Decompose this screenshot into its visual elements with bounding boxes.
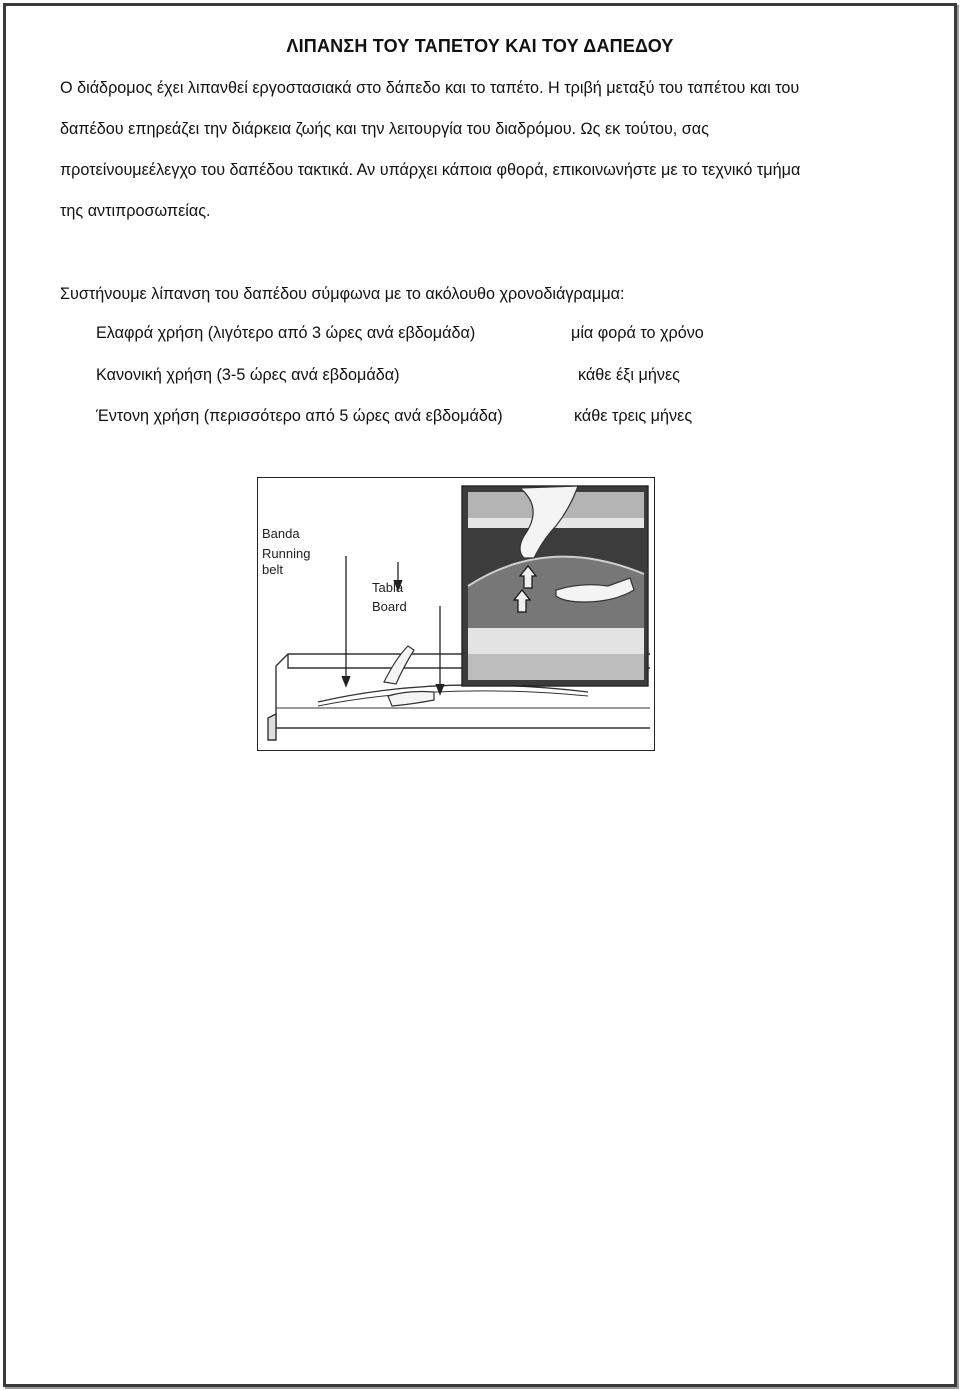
label-board: Board bbox=[372, 599, 407, 614]
intro-line: της αντιπροσωπείας. bbox=[60, 202, 211, 220]
intro-line: προτείνουμεέλεγχο του δαπέδου τακτικά. Αν υπάρχει κάποια φθορά, επικοινωνήστε με το τεχνικό τμήμα bbox=[60, 161, 801, 179]
intro-line: δαπέδου επηρεάζει την διάρκεια ζωής και την λειτουργία του διαδρόμου. Ως εκ τούτου, σας bbox=[60, 120, 709, 138]
schedule-intro bbox=[60, 274, 910, 315]
hands-side-view bbox=[384, 646, 434, 706]
lubrication-illustration bbox=[258, 478, 654, 750]
schedule-usage-light: Ελαφρά χρήση (λιγότερο από 3 ώρες ανά εβδομάδα) bbox=[96, 324, 476, 342]
label-belt: belt bbox=[262, 562, 283, 577]
zoomed-inset bbox=[462, 486, 648, 686]
label-running: Running bbox=[262, 546, 311, 561]
label-tabla: Tabla bbox=[372, 580, 404, 595]
schedule-frequency-heavy: κάθε τρεις μήνες bbox=[574, 407, 693, 425]
schedule-frequency-light: μία φορά το χρόνο bbox=[571, 324, 704, 342]
intro-line: Ο διάδρομος έχει λιπανθεί εργοστασιακά στο δάπεδο και το ταπέτο. Η τριβή μεταξύ του ταπέτου και του bbox=[60, 79, 800, 97]
intro-paragraph bbox=[60, 68, 910, 232]
schedule-frequency-normal: κάθε έξι μήνες bbox=[578, 366, 680, 384]
lubrication-figure bbox=[257, 477, 655, 751]
page-title: ΛΙΠΑΝΣΗ ΤΟΥ ΤΑΠΕΤΟΥ ΚΑΙ ΤΟΥ ΔΑΠΕΔΟΥ bbox=[286, 36, 674, 56]
schedule-intro-text: Συστήνουμε λίπανση του δαπέδου σύμφωνα με το ακόλουθο χρονοδιάγραμμα: bbox=[60, 285, 625, 303]
label-banda: Banda bbox=[262, 526, 300, 541]
schedule-usage-heavy: Έντονη χρήση (περισσότερο από 5 ώρες ανά εβδομάδα) bbox=[96, 407, 503, 425]
schedule-usage-normal: Κανονική χρήση (3-5 ώρες ανά εβδομάδα) bbox=[96, 366, 400, 384]
